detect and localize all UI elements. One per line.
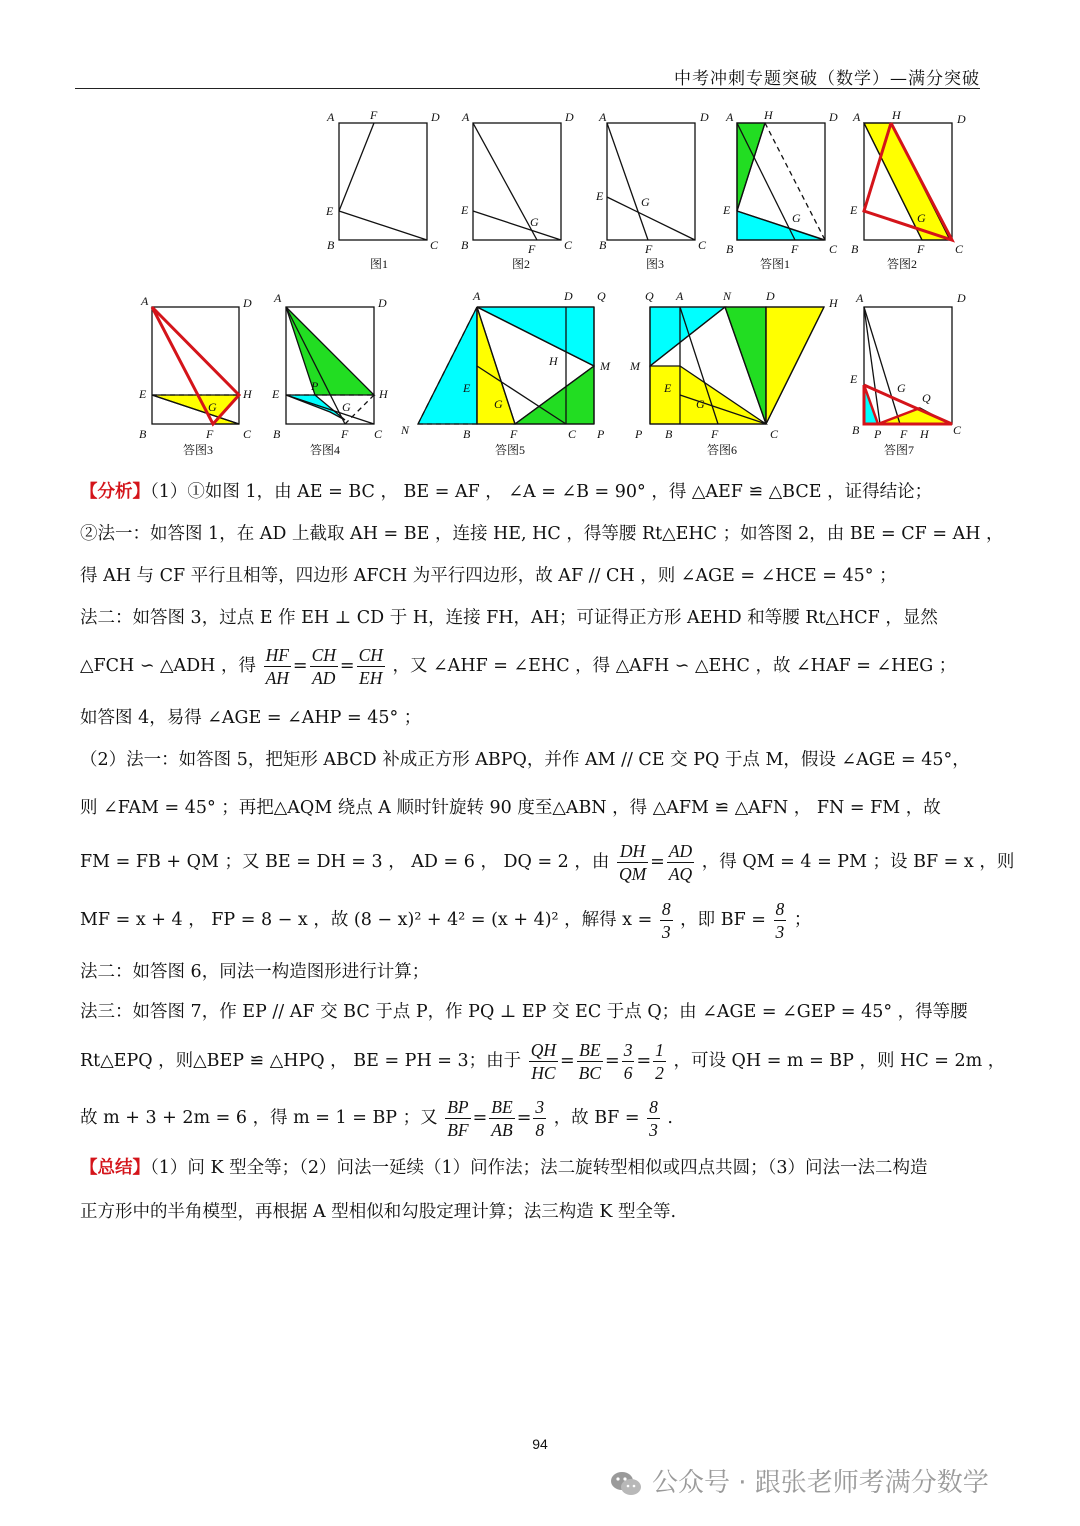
svg-text:C: C — [243, 427, 252, 441]
svg-text:E: E — [664, 381, 672, 395]
svg-text:H: H — [379, 387, 388, 401]
svg-text:D: D — [378, 296, 387, 310]
svg-text:E: E — [463, 381, 471, 395]
analysis-line-11: 法二：如答图 6，同法一构造图形进行计算； — [80, 962, 430, 982]
svg-text:G: G — [917, 211, 926, 225]
svg-text:E: E — [723, 203, 731, 217]
svg-text:B: B — [139, 427, 147, 441]
answer-figure-2 — [864, 123, 952, 240]
svg-text:F: F — [528, 242, 536, 256]
svg-text:G: G — [208, 400, 217, 414]
svg-text:G: G — [342, 400, 351, 414]
svg-text:H: H — [920, 427, 929, 441]
svg-text:A: A — [462, 110, 470, 124]
answer-figure-7 — [864, 307, 952, 424]
svg-text:C: C — [955, 242, 964, 256]
svg-text:G: G — [696, 397, 705, 411]
fraction: $\frac{BP}{BF}$ — [447, 1097, 469, 1140]
svg-text:D: D — [957, 291, 966, 305]
fraction: $\frac{BE}{AB}$ — [491, 1097, 513, 1140]
figure-3 — [607, 123, 695, 240]
fraction: $\frac{BE}{BC}$ — [578, 1040, 602, 1083]
wechat-icon — [610, 1470, 642, 1498]
caption-answer-figure-1: 答图1 — [760, 257, 791, 271]
svg-text:F: F — [510, 427, 518, 441]
svg-text:E: E — [596, 189, 604, 203]
summary-line-1: 【总结】（1）问 K 型全等；（2）问法一延续（1）问作法；法二旋转型相似或四点共圆；（3）问法一法二构造 — [80, 1158, 928, 1178]
svg-text:D: D — [565, 110, 574, 124]
caption-answer-figure-2: 答图2 — [887, 257, 918, 271]
watermark-text: 公众号 · 跟张老师考满分数学 — [652, 1468, 989, 1498]
svg-text:E: E — [326, 204, 334, 218]
fraction: $\frac{CH}{EH}$ — [358, 645, 383, 688]
svg-text:D: D — [243, 296, 252, 310]
svg-text:F: F — [900, 427, 908, 441]
svg-text:C: C — [564, 238, 573, 252]
caption-answer-figure-7: 答图7 — [884, 443, 915, 457]
analysis-line-8: 则 ∠FAM = 45° ；再把△AQM 绕点 A 顺时针旋转 90 度至△ABN ，得 △AFM ≌ △AFN ， FN = FM ，故 — [80, 798, 941, 818]
svg-text:B: B — [726, 242, 734, 256]
analysis-line-4: 法二：如答图 3，过点 E 作 EH ⊥ CD 于 H，连接 FH，AH；可证得正方形 AEHD 和等腰 Rt△HCF ，显然 — [80, 608, 938, 628]
svg-text:M: M — [630, 359, 640, 373]
svg-text:N: N — [401, 423, 410, 437]
svg-text:G: G — [897, 381, 906, 395]
fraction: $\frac{3}{8}$ — [535, 1097, 545, 1140]
svg-text:B: B — [463, 427, 471, 441]
svg-text:E: E — [850, 203, 858, 217]
svg-text:D: D — [431, 110, 440, 124]
svg-text:P: P — [311, 379, 319, 393]
svg-text:E: E — [139, 387, 147, 401]
svg-text:B: B — [599, 238, 607, 252]
header-title: 中考冲刺专题突破（数学）—满分突破 — [674, 69, 980, 89]
figures-area — [0, 0, 1080, 470]
svg-text:D: D — [766, 289, 775, 303]
svg-text:P: P — [597, 427, 605, 441]
svg-text:F: F — [206, 427, 214, 441]
svg-text:C: C — [770, 427, 779, 441]
analysis-line-12: 法三：如答图 7，作 EP // AF 交 BC 于点 P，作 PQ ⊥ EP 交 EC 于点 Q；由 ∠AGE = ∠GEP = 45° ，得等腰 — [80, 1002, 968, 1022]
fraction: $\frac{8}{3}$ — [775, 899, 785, 942]
analysis-line-5: △FCH ∽ △ADH ，得 $\frac{HF}{AH}$ = $\frac{CH}{AD}$ = $\frac{CH}{EH}$ ，又 ∠AHF = ∠EHC ，得 △AFH ∽ △EHC ，故 ∠HAF = ∠HEG ； — [80, 645, 957, 688]
svg-text:B: B — [327, 238, 335, 252]
svg-text:G: G — [641, 195, 650, 209]
analysis-line-10: MF = x + 4 ， FP = 8 − x ，故 (8 − x)² + 4² = (x + 4)² ，解得 x = $\frac{8}{3}$ ，即 BF = $\frac{8}{3}$ ； — [80, 899, 812, 942]
svg-text:H: H — [549, 354, 558, 368]
caption-figure-2: 图2 — [512, 257, 531, 271]
fraction: $\frac{CH}{AD}$ — [311, 645, 336, 688]
caption-figure-1: 图1 — [370, 257, 389, 271]
page-number: 94 — [532, 1436, 548, 1452]
svg-text:Q: Q — [645, 289, 654, 303]
svg-text:P: P — [874, 427, 882, 441]
svg-text:C: C — [430, 238, 439, 252]
analysis-line-6: 如答图 4，易得 ∠AGE = ∠AHP = 45° ； — [80, 708, 422, 728]
fraction: $\frac{1}{2}$ — [655, 1040, 664, 1083]
svg-text:E: E — [272, 387, 280, 401]
answer-figure-4 — [286, 307, 374, 424]
fraction: $\frac{HF}{AH}$ — [265, 645, 289, 688]
svg-text:F: F — [711, 427, 719, 441]
watermark — [610, 1462, 989, 1499]
fraction: $\frac{AD}{AQ}$ — [668, 841, 693, 884]
svg-text:Q: Q — [922, 391, 931, 405]
svg-text:E: E — [461, 203, 469, 217]
analysis-line-13: Rt△EPQ ，则△BEP ≌ △HPQ ， BE = PH = 3；由于 $\frac{QH}{HC}$ = $\frac{BE}{BC}$ = $\frac{3}{6}$ = $\frac{1}{2}$ ，可设 QH = m = BP ，则 HC = 2m ， — [80, 1040, 1006, 1083]
svg-text:D: D — [957, 112, 966, 126]
svg-text:F: F — [370, 108, 378, 122]
svg-text:G: G — [530, 215, 539, 229]
svg-text:H: H — [892, 108, 901, 122]
svg-text:A: A — [141, 294, 149, 308]
fraction: $\frac{3}{6}$ — [623, 1040, 633, 1083]
svg-text:A: A — [599, 110, 607, 124]
analysis-line-1: 【分析】（1）①如图 1，由 AE = BC ， BE = AF ， ∠A = ∠B = 90° ，得 △AEF ≌ △BCE ，证得结论； — [80, 482, 933, 502]
svg-text:F: F — [645, 242, 653, 256]
answer-figure-5 — [418, 307, 594, 424]
fraction: $\frac{8}{3}$ — [661, 899, 671, 942]
analysis-line-9: FM = FB + QM ；又 BE = DH = 3 ， AD = 6 ， DQ = 2 ，由 $\frac{DH}{QM}$ = $\frac{AD}{AQ}$ ，得 QM = 4 = PM ；设 BF = x ，则 — [80, 841, 1015, 884]
analysis-line-2: ②法一：如答图 1，在 AD 上截取 AH = BE ，连接 HE, HC ，得等腰 Rt△EHC ；如答图 2，由 BE = CF = AH ， — [80, 524, 1004, 544]
summary-tag: 【总结】 — [80, 1158, 150, 1178]
caption-answer-figure-6: 答图6 — [707, 443, 738, 457]
svg-text:A: A — [856, 291, 864, 305]
svg-text:D: D — [829, 110, 838, 124]
svg-text:A: A — [853, 110, 861, 124]
svg-text:M: M — [600, 359, 610, 373]
svg-text:B: B — [273, 427, 281, 441]
svg-text:H: H — [243, 387, 252, 401]
svg-text:B: B — [665, 427, 673, 441]
analysis-line-3: 得 AH 与 CF 平行且相等，四边形 AFCH 为平行四边形，故 AF // CH ，则 ∠AGE = ∠HCE = 45° ； — [80, 566, 897, 586]
fraction: $\frac{DH}{QM}$ — [618, 841, 647, 884]
svg-text:C: C — [374, 427, 383, 441]
fraction: $\frac{8}{3}$ — [649, 1097, 658, 1140]
figure-2 — [473, 123, 561, 240]
caption-answer-figure-5: 答图5 — [495, 443, 526, 457]
svg-text:F: F — [341, 427, 349, 441]
svg-text:A: A — [327, 110, 335, 124]
svg-text:A: A — [676, 289, 684, 303]
svg-text:A: A — [473, 289, 481, 303]
svg-text:E: E — [850, 372, 858, 386]
analysis-line-14: 故 m + 3 + 2m = 6 ，得 m = 1 = BP ；又 $\frac{BP}{BF}$ = $\frac{BE}{AB}$ = $\frac{3}{8}$ ，故 BF = $\frac{8}{3}$ . — [80, 1097, 673, 1140]
svg-text:B: B — [852, 423, 860, 437]
svg-text:D: D — [564, 289, 573, 303]
answer-figure-3 — [152, 307, 239, 424]
svg-text:N: N — [723, 289, 732, 303]
svg-text:Q: Q — [597, 289, 606, 303]
svg-text:G: G — [792, 211, 801, 225]
caption-figure-3: 图3 — [646, 257, 665, 271]
summary-line-2: 正方形中的半角模型，再根据 A 型相似和勾股定理计算；法三构造 K 型全等. — [80, 1202, 677, 1222]
svg-text:D: D — [700, 110, 709, 124]
svg-text:H: H — [829, 296, 838, 310]
svg-text:F: F — [791, 242, 799, 256]
answer-figure-6 — [650, 307, 824, 424]
svg-text:F: F — [917, 242, 925, 256]
fraction: $\frac{QH}{HC}$ — [530, 1040, 556, 1083]
analysis-line-7: （2）法一：如答图 5，把矩形 ABCD 补成正方形 ABPQ，并作 AM // CE 交 PQ 于点 M，假设 ∠AGE = 45°， — [80, 750, 970, 770]
svg-text:P: P — [635, 427, 643, 441]
answer-figure-1 — [737, 123, 825, 240]
caption-answer-figure-3: 答图3 — [183, 443, 214, 457]
svg-text:C: C — [698, 238, 707, 252]
svg-text:B: B — [461, 238, 469, 252]
svg-text:C: C — [829, 242, 838, 256]
svg-text:C: C — [568, 427, 577, 441]
figure-1 — [339, 123, 427, 240]
svg-text:A: A — [274, 291, 282, 305]
caption-answer-figure-4: 答图4 — [310, 443, 341, 457]
svg-text:G: G — [494, 397, 503, 411]
svg-text:A: A — [726, 110, 734, 124]
svg-text:B: B — [851, 242, 859, 256]
svg-text:H: H — [764, 108, 773, 122]
svg-text:C: C — [953, 423, 962, 437]
analysis-tag: 【分析】 — [80, 482, 150, 502]
